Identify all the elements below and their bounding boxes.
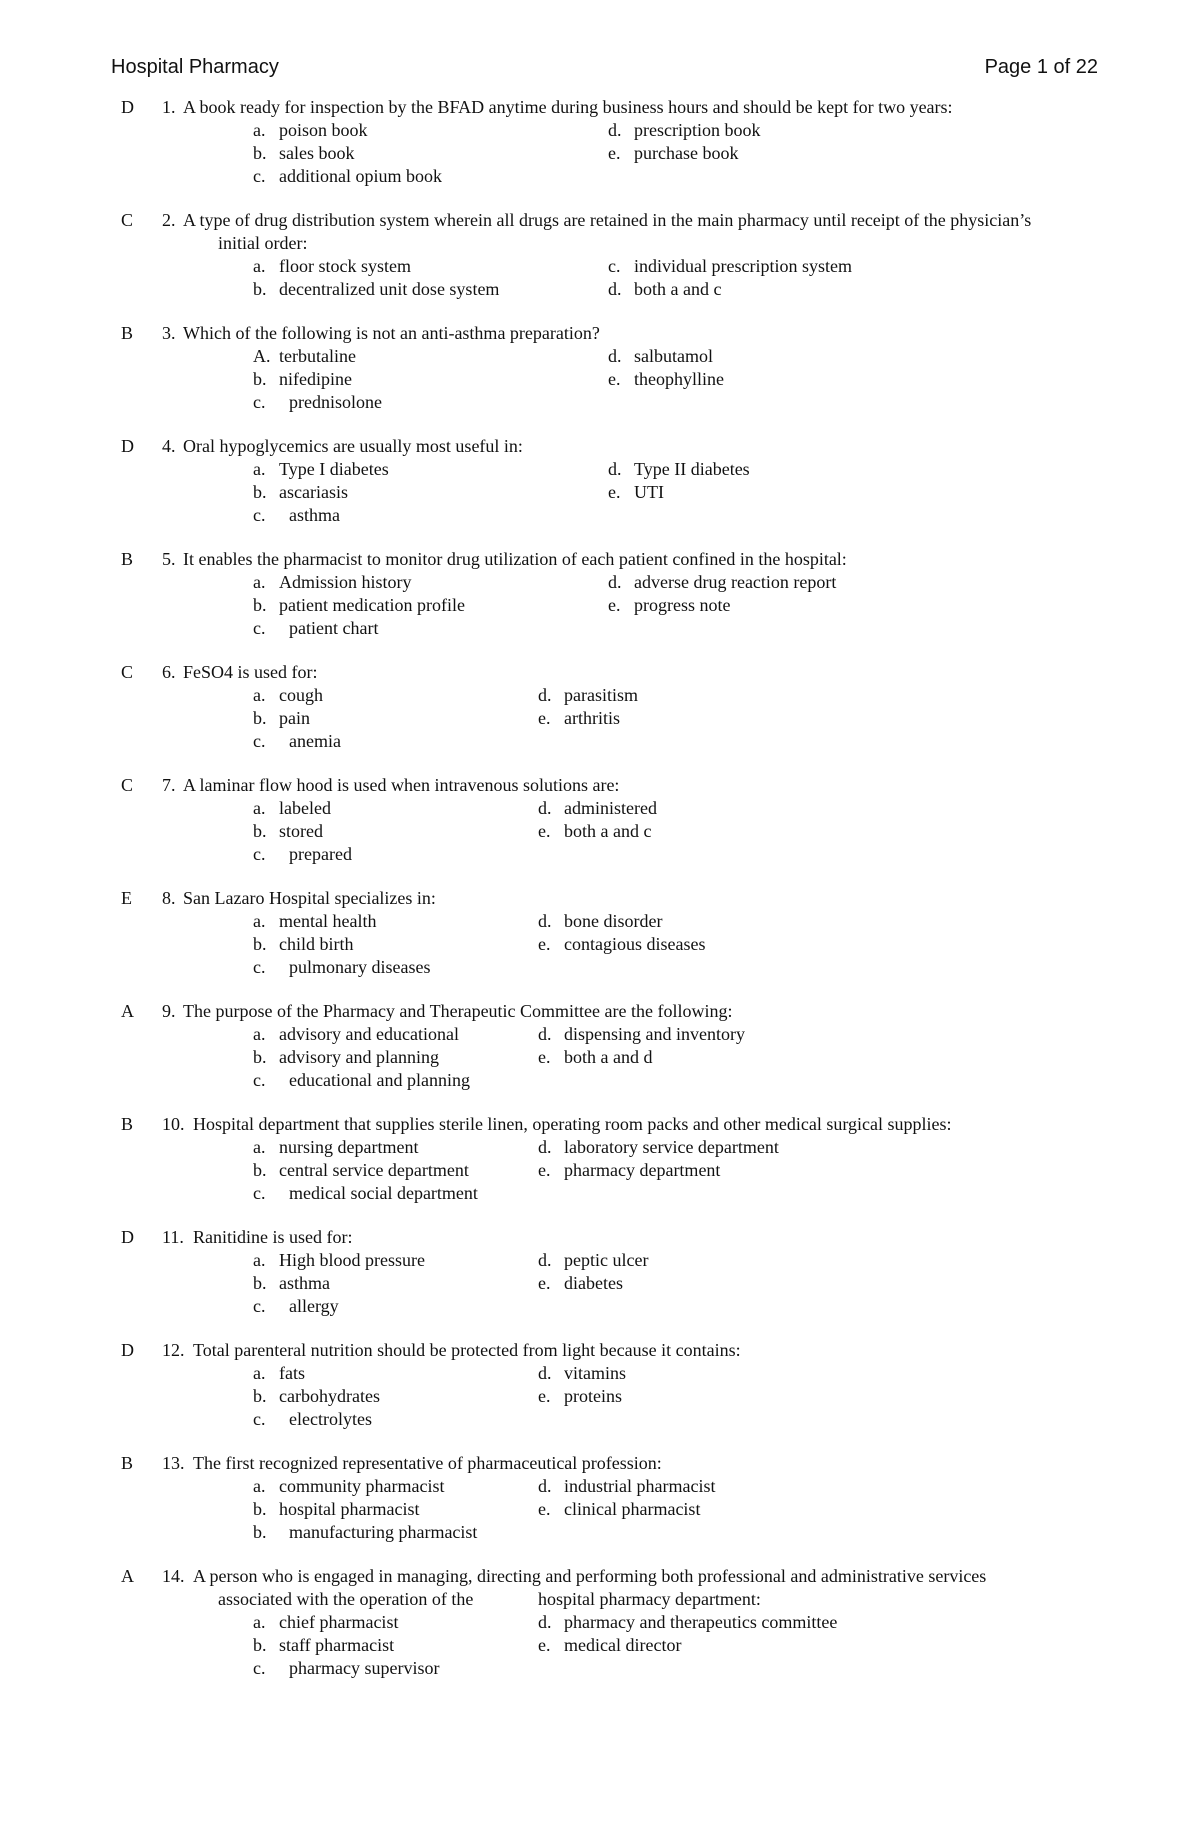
answer-option [253, 165, 442, 188]
question-stem: San Lazaro Hospital specializes in: [183, 888, 436, 908]
answer-option [608, 142, 738, 165]
option-letter: b. [253, 708, 267, 728]
option-text: both a and c [634, 279, 722, 299]
option-text: industrial pharmacist [564, 1476, 716, 1496]
question-item [0, 661, 1200, 774]
answer-key: E [121, 888, 132, 908]
answer-option [253, 933, 354, 956]
answer-option [253, 1634, 394, 1657]
option-text: arthritis [564, 708, 620, 728]
answer-option [538, 1046, 652, 1069]
option-letter: c. [253, 166, 266, 186]
question-item [0, 548, 1200, 661]
option-text: patient medication profile [279, 595, 465, 615]
option-text: pain [279, 708, 310, 728]
question-stem: A person who is engaged in managing, directing and performing both professional and administrative services [193, 1566, 987, 1586]
answer-option [608, 458, 750, 481]
answer-option [253, 255, 411, 278]
option-text: proteins [564, 1386, 622, 1406]
question-stem: It enables the pharmacist to monitor drug utilization of each patient confined in the hospital: [183, 549, 847, 569]
option-text: laboratory service department [564, 1137, 779, 1157]
option-letter: a. [253, 911, 266, 931]
question-number: 3. [162, 323, 176, 343]
option-text: Type I diabetes [279, 459, 389, 479]
answer-option [538, 1023, 745, 1046]
option-letter: e. [538, 1386, 551, 1406]
option-text: nifedipine [279, 369, 352, 389]
answer-option [253, 1611, 398, 1634]
option-letter: c. [253, 844, 266, 864]
option-text: medical director [564, 1635, 682, 1655]
answer-option [608, 368, 724, 391]
option-letter: e. [608, 482, 621, 502]
option-text: UTI [634, 482, 664, 502]
answer-option [608, 345, 713, 368]
option-text: educational and planning [289, 1070, 470, 1090]
answer-option [538, 1475, 715, 1498]
answer-option [253, 1657, 439, 1680]
option-letter: a. [253, 1363, 266, 1383]
question-item [0, 1113, 1200, 1226]
answer-option [538, 1385, 622, 1408]
answer-option [253, 1069, 470, 1092]
question-number: 11. [162, 1227, 184, 1247]
question-number: 5. [162, 549, 176, 569]
answer-option [608, 571, 836, 594]
option-text: contagious diseases [564, 934, 706, 954]
option-letter: b. [253, 1635, 267, 1655]
question-stem: Ranitidine is used for: [193, 1227, 353, 1247]
option-text: diabetes [564, 1273, 623, 1293]
option-text: patient chart [289, 618, 379, 638]
answer-key: D [121, 1227, 134, 1247]
option-text: child birth [279, 934, 354, 954]
option-text: chief pharmacist [279, 1612, 399, 1632]
option-text: stored [279, 821, 323, 841]
answer-option [538, 1498, 700, 1521]
option-letter: a. [253, 798, 266, 818]
option-text: cough [279, 685, 323, 705]
question-item [0, 1000, 1200, 1113]
question-stem: Total parenteral nutrition should be protected from light because it contains: [193, 1340, 741, 1360]
answer-key: B [121, 549, 134, 569]
option-text: vitamins [564, 1363, 626, 1383]
question-number: 9. [162, 1001, 176, 1021]
option-letter: d. [608, 120, 622, 140]
answer-option [253, 684, 323, 707]
answer-option [253, 1498, 419, 1521]
option-text: asthma [289, 505, 340, 525]
question-stem: A book ready for inspection by the BFAD anytime during business hours and should be kept for two years: [183, 97, 953, 117]
question-item [0, 1339, 1200, 1452]
page-number: Page 1 of 22 [984, 56, 1098, 78]
option-text: hospital pharmacist [279, 1499, 420, 1519]
answer-option [253, 481, 348, 504]
answer-option [253, 910, 376, 933]
answer-option [253, 707, 310, 730]
option-letter: d. [538, 1476, 552, 1496]
option-letter: b. [253, 1522, 267, 1542]
option-letter: d. [608, 572, 622, 592]
answer-option [253, 458, 389, 481]
option-letter: c. [253, 1658, 266, 1678]
answer-option [538, 1634, 681, 1657]
option-text: clinical pharmacist [564, 1499, 701, 1519]
option-letter: e. [538, 1160, 551, 1180]
question-stem: Oral hypoglycemics are usually most useful in: [183, 436, 523, 456]
answer-option [253, 1475, 444, 1498]
page-header [111, 56, 1098, 86]
option-text: terbutaline [279, 346, 356, 366]
answer-option [538, 933, 705, 956]
option-letter: d. [608, 459, 622, 479]
question-item [0, 1565, 1200, 1701]
question-stem: A type of drug distribution system wherein all drugs are retained in the main pharmacy until receipt of the physician’s [183, 210, 1032, 230]
answer-option [253, 119, 368, 142]
question-item [0, 209, 1200, 322]
answer-option [253, 820, 323, 843]
answer-option [538, 820, 651, 843]
option-letter: b. [253, 143, 267, 163]
option-letter: b. [253, 595, 267, 615]
answer-option [253, 1182, 478, 1205]
option-letter: d. [538, 1024, 552, 1044]
question-stem: Hospital department that supplies sterile linen, operating room packs and other medical surgical supplies: [193, 1114, 952, 1134]
option-text: advisory and educational [279, 1024, 459, 1044]
answer-option [253, 1385, 380, 1408]
option-letter: a. [253, 685, 266, 705]
option-letter: a. [253, 572, 266, 592]
option-text: pulmonary diseases [289, 957, 431, 977]
answer-option [253, 1249, 425, 1272]
option-text: fats [279, 1363, 305, 1383]
option-letter: e. [538, 1047, 551, 1067]
answer-option [253, 594, 465, 617]
option-letter: e. [608, 595, 621, 615]
answer-option [608, 119, 760, 142]
option-letter: e. [538, 1635, 551, 1655]
option-text: dispensing and inventory [564, 1024, 745, 1044]
question-stem: The first recognized representative of pharmaceutical profession: [193, 1453, 662, 1473]
question-stem: Which of the following is not an anti-asthma preparation? [183, 323, 600, 343]
answer-option [253, 278, 499, 301]
question-number: 14. [162, 1566, 185, 1586]
answer-option [253, 730, 341, 753]
option-text: medical social department [289, 1183, 478, 1203]
option-letter: b. [253, 279, 267, 299]
answer-key: B [121, 323, 134, 343]
answer-option [538, 1249, 648, 1272]
question-number: 4. [162, 436, 176, 456]
option-letter: d. [538, 685, 552, 705]
option-letter: b. [253, 1386, 267, 1406]
answer-option [253, 1408, 372, 1431]
answer-option [253, 1023, 459, 1046]
option-letter: d. [538, 798, 552, 818]
answer-option [253, 956, 430, 979]
answer-option [538, 797, 657, 820]
option-text: carbohydrates [279, 1386, 380, 1406]
option-letter: e. [608, 369, 621, 389]
option-letter: a. [253, 1250, 266, 1270]
option-text: prepared [289, 844, 352, 864]
answer-option [253, 797, 331, 820]
answer-option [253, 1295, 339, 1318]
question-number: 7. [162, 775, 176, 795]
answer-option [253, 617, 378, 640]
answer-option [253, 345, 356, 368]
option-text: purchase book [634, 143, 739, 163]
option-text: both a and d [564, 1047, 653, 1067]
option-letter: b. [253, 1499, 267, 1519]
answer-option [253, 142, 355, 165]
answer-option [608, 594, 730, 617]
answer-option [538, 1272, 623, 1295]
option-text: advisory and planning [279, 1047, 439, 1067]
answer-option [608, 481, 664, 504]
option-text: sales book [279, 143, 355, 163]
option-text: adverse drug reaction report [634, 572, 837, 592]
answer-option [538, 707, 620, 730]
option-letter: d. [538, 1363, 552, 1383]
option-text: Type II diabetes [634, 459, 750, 479]
option-letter: A. [253, 346, 271, 366]
answer-key: D [121, 1340, 134, 1360]
option-letter: c. [608, 256, 621, 276]
option-text: pharmacy and therapeutics committee [564, 1612, 838, 1632]
question-item [0, 1452, 1200, 1565]
option-letter: a. [253, 120, 266, 140]
question-stem-continued: hospital pharmacy department: [538, 1589, 761, 1609]
option-text: progress note [634, 595, 731, 615]
option-text: peptic ulcer [564, 1250, 649, 1270]
option-letter: a. [253, 459, 266, 479]
option-letter: d. [538, 1137, 552, 1157]
answer-key: C [121, 662, 134, 682]
question-number: 1. [162, 97, 176, 117]
option-text: manufacturing pharmacist [289, 1522, 478, 1542]
option-letter: a. [253, 1476, 266, 1496]
option-text: decentralized unit dose system [279, 279, 500, 299]
option-text: central service department [279, 1160, 469, 1180]
option-text: Admission history [279, 572, 412, 592]
option-letter: d. [538, 1612, 552, 1632]
option-text: asthma [279, 1273, 330, 1293]
answer-key: C [121, 210, 134, 230]
option-text: floor stock system [279, 256, 411, 276]
answer-key: A [121, 1566, 134, 1586]
option-text: pharmacy supervisor [289, 1658, 440, 1678]
option-text: parasitism [564, 685, 638, 705]
option-letter: a. [253, 1137, 266, 1157]
option-letter: c. [253, 1296, 266, 1316]
option-text: prednisolone [289, 392, 382, 412]
option-text: administered [564, 798, 657, 818]
answer-key: A [121, 1001, 134, 1021]
option-letter: c. [253, 618, 266, 638]
option-letter: c. [253, 392, 266, 412]
option-text: community pharmacist [279, 1476, 445, 1496]
answer-option [608, 278, 721, 301]
question-stem-continued: associated with the operation of the [218, 1589, 474, 1609]
option-letter: e. [608, 143, 621, 163]
question-stem: A laminar flow hood is used when intravenous solutions are: [183, 775, 620, 795]
answer-option [253, 1136, 418, 1159]
answer-option [538, 910, 662, 933]
answer-option [253, 368, 352, 391]
option-letter: b. [253, 482, 267, 502]
answer-option [253, 1159, 469, 1182]
option-letter: d. [608, 279, 622, 299]
question-stem: The purpose of the Pharmacy and Therapeutic Committee are the following: [183, 1001, 733, 1021]
option-letter: b. [253, 1047, 267, 1067]
question-stem: FeSO4 is used for: [183, 662, 318, 682]
answer-option [608, 255, 852, 278]
question-item [0, 322, 1200, 435]
answer-option [253, 843, 352, 866]
option-letter: b. [253, 821, 267, 841]
option-text: individual prescription system [634, 256, 852, 276]
option-text: mental health [279, 911, 377, 931]
answer-option [253, 1046, 439, 1069]
option-letter: e. [538, 821, 551, 841]
option-letter: c. [253, 1409, 266, 1429]
answer-option [538, 1159, 720, 1182]
answer-key: C [121, 775, 134, 795]
option-text: bone disorder [564, 911, 663, 931]
question-item [0, 96, 1200, 209]
answer-option [253, 571, 412, 594]
answer-option [253, 1272, 330, 1295]
answer-key: B [121, 1453, 134, 1473]
question-stem-continued: initial order: [218, 233, 308, 253]
option-text: salbutamol [634, 346, 713, 366]
answer-option [538, 684, 638, 707]
option-letter: b. [253, 1273, 267, 1293]
option-letter: b. [253, 1160, 267, 1180]
option-text: staff pharmacist [279, 1635, 395, 1655]
option-text: anemia [289, 731, 341, 751]
question-number: 12. [162, 1340, 185, 1360]
option-text: nursing department [279, 1137, 419, 1157]
option-letter: b. [253, 369, 267, 389]
option-letter: d. [538, 911, 552, 931]
option-text: prescription book [634, 120, 761, 140]
option-text: ascariasis [279, 482, 348, 502]
answer-key: D [121, 97, 134, 117]
answer-key: D [121, 436, 134, 456]
answer-option [538, 1611, 837, 1634]
option-text: both a and c [564, 821, 652, 841]
option-text: theophylline [634, 369, 724, 389]
option-letter: c. [253, 1070, 266, 1090]
question-number: 2. [162, 210, 176, 230]
answer-option [253, 1521, 477, 1544]
option-letter: c. [253, 505, 266, 525]
option-letter: d. [608, 346, 622, 366]
option-letter: c. [253, 957, 266, 977]
option-text: allergy [289, 1296, 339, 1316]
option-letter: e. [538, 934, 551, 954]
option-letter: e. [538, 708, 551, 728]
question-item [0, 435, 1200, 548]
option-letter: a. [253, 1024, 266, 1044]
answer-option [253, 504, 340, 527]
question-item [0, 887, 1200, 1000]
option-text: electrolytes [289, 1409, 372, 1429]
question-item [0, 1226, 1200, 1339]
answer-option [253, 391, 382, 414]
answer-option [538, 1136, 779, 1159]
question-list [0, 96, 1200, 1701]
answer-key: B [121, 1114, 134, 1134]
question-number: 8. [162, 888, 176, 908]
question-number: 10. [162, 1114, 185, 1134]
option-letter: a. [253, 256, 266, 276]
question-number: 13. [162, 1453, 185, 1473]
option-text: labeled [279, 798, 331, 818]
option-letter: c. [253, 731, 266, 751]
option-text: additional opium book [279, 166, 442, 186]
option-letter: e. [538, 1273, 551, 1293]
document-title: Hospital Pharmacy [111, 56, 279, 78]
option-letter: d. [538, 1250, 552, 1270]
option-text: pharmacy department [564, 1160, 721, 1180]
answer-option [538, 1362, 626, 1385]
option-letter: e. [538, 1499, 551, 1519]
option-text: poison book [279, 120, 368, 140]
answer-option [253, 1362, 305, 1385]
option-letter: c. [253, 1183, 266, 1203]
option-letter: b. [253, 934, 267, 954]
question-item [0, 774, 1200, 887]
question-number: 6. [162, 662, 176, 682]
option-text: High blood pressure [279, 1250, 425, 1270]
option-letter: a. [253, 1612, 266, 1632]
